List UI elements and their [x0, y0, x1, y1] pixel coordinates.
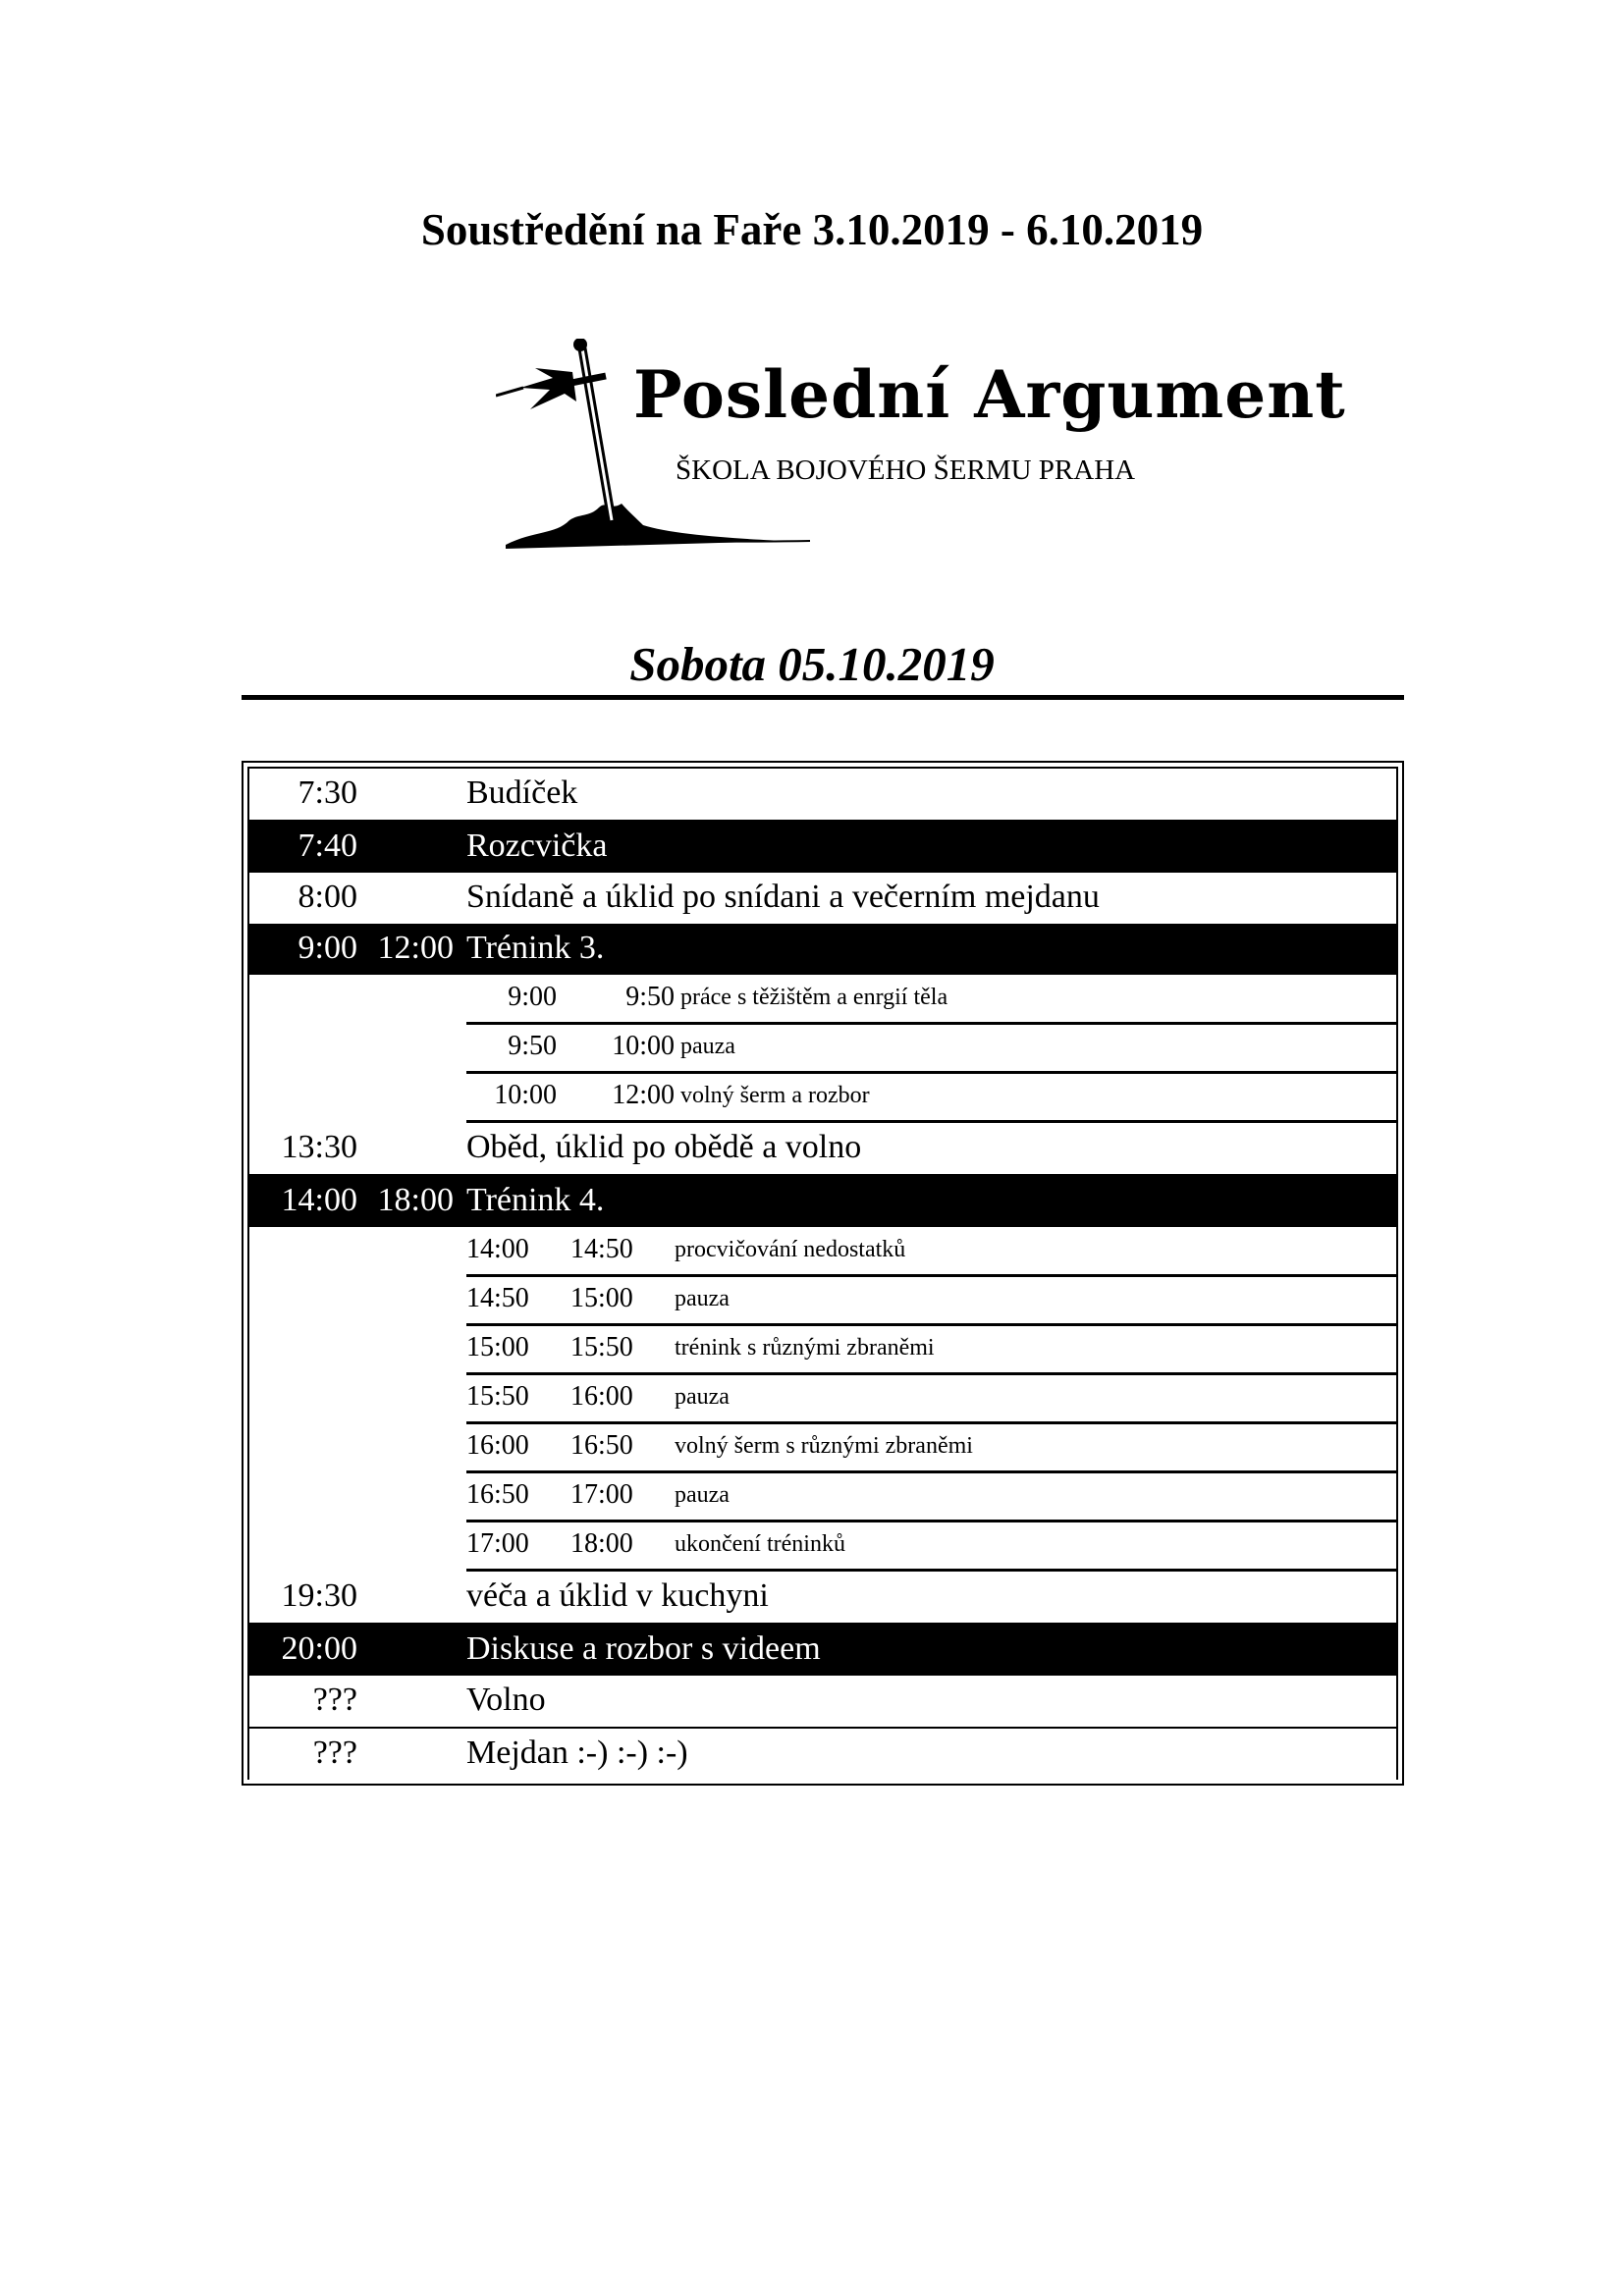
row-time: 13:30 [281, 1129, 357, 1165]
page-title: Soustředění na Faře 3.10.2019 - 6.10.2019 [420, 205, 1204, 254]
row-label: Snídaně a úklid po snídani a večerním mejdanu [466, 879, 1100, 915]
sub-label: práce s těžištěm a enrgií těla [680, 985, 948, 1010]
row-time: 7:40 [298, 828, 357, 864]
sub-start: 15:50 [466, 1381, 529, 1412]
row-label: véča a úklid v kuchyni [466, 1577, 769, 1614]
sub-start: 14:00 [466, 1234, 529, 1264]
sub-end: 16:00 [570, 1381, 633, 1412]
sub-label: trénink s různými zbraněmi [675, 1335, 935, 1361]
row-time: 7:30 [298, 774, 357, 811]
row-time: ??? [312, 1735, 357, 1771]
sub-start: 16:00 [466, 1430, 529, 1461]
sub-end: 15:50 [570, 1332, 633, 1362]
day-title: Sobota 05.10.2019 [629, 637, 995, 691]
row-end: 18:00 [377, 1182, 454, 1218]
sub-start: 16:50 [466, 1479, 529, 1510]
sub-row [466, 1227, 1396, 1277]
row-time: 9:00 [298, 930, 357, 966]
sub-label: pauza [680, 1034, 735, 1059]
row-label: Trénink 4. [466, 1182, 605, 1218]
sub-end: 15:00 [570, 1283, 633, 1313]
sub-end: 10:00 [612, 1031, 675, 1061]
sub-start: 9:50 [508, 1031, 557, 1061]
logo-name: Poslední Argument [633, 356, 1346, 433]
row-time: 8:00 [298, 879, 357, 915]
sub-row [466, 1325, 1396, 1375]
sub-end: 16:50 [570, 1430, 633, 1461]
schedule-row [249, 1729, 1396, 1780]
sub-label: ukončení tréninků [675, 1531, 845, 1557]
row-label: Volno [466, 1682, 546, 1718]
row-label: Diskuse a rozbor s videem [466, 1630, 821, 1667]
sub-start: 10:00 [494, 1080, 557, 1110]
schedule-row [249, 1176, 1396, 1227]
row-end: 12:00 [377, 930, 454, 966]
schedule-table [242, 761, 1404, 1786]
sub-row [466, 1073, 1396, 1123]
sub-end: 17:00 [570, 1479, 633, 1510]
sub-row [466, 1276, 1396, 1326]
logo-subtitle: ŠKOLA BOJOVÉHO ŠERMU PRAHA [676, 454, 1136, 486]
sub-label: volný šerm s různými zbraněmi [675, 1433, 973, 1459]
sub-end: 18:00 [570, 1528, 633, 1559]
schedule-row [249, 873, 1396, 926]
sub-row [466, 975, 1396, 1025]
sub-start: 14:50 [466, 1283, 529, 1313]
sub-label: volný šerm a rozbor [680, 1083, 870, 1108]
schedule-row [249, 924, 1396, 975]
schedule-row [249, 769, 1396, 822]
schedule-row [249, 822, 1396, 873]
sub-label: pauza [675, 1384, 730, 1410]
schedule-row [249, 1572, 1396, 1625]
sub-label: procvičování nedostatků [675, 1237, 906, 1262]
sub-row [466, 1423, 1396, 1473]
schedule-row [249, 1625, 1396, 1676]
sub-end: 9:50 [625, 982, 675, 1012]
sub-end: 14:50 [570, 1234, 633, 1264]
row-time: 19:30 [281, 1577, 357, 1614]
row-label: Trénink 3. [466, 930, 605, 966]
row-label: Oběd, úklid po obědě a volno [466, 1129, 862, 1165]
divider [242, 695, 1404, 700]
schedule-row [249, 1123, 1396, 1176]
row-time: 20:00 [281, 1630, 357, 1667]
row-time: ??? [312, 1682, 357, 1718]
sub-row [466, 1472, 1396, 1522]
sub-label: pauza [675, 1482, 730, 1508]
sub-start: 17:00 [466, 1528, 529, 1559]
sub-row [466, 1024, 1396, 1074]
row-label: Mejdan :-) :-) :-) [466, 1735, 688, 1771]
sub-label: pauza [675, 1286, 730, 1311]
schedule-row [249, 1676, 1396, 1729]
sub-start: 9:00 [508, 982, 557, 1012]
row-label: Rozcvička [466, 828, 608, 864]
school-logo [496, 339, 1346, 560]
row-label: Budíček [466, 774, 578, 811]
sub-start: 15:00 [466, 1332, 529, 1362]
sub-row [466, 1374, 1396, 1424]
sub-row [466, 1522, 1396, 1572]
sub-end: 12:00 [612, 1080, 675, 1110]
row-time: 14:00 [281, 1182, 357, 1218]
